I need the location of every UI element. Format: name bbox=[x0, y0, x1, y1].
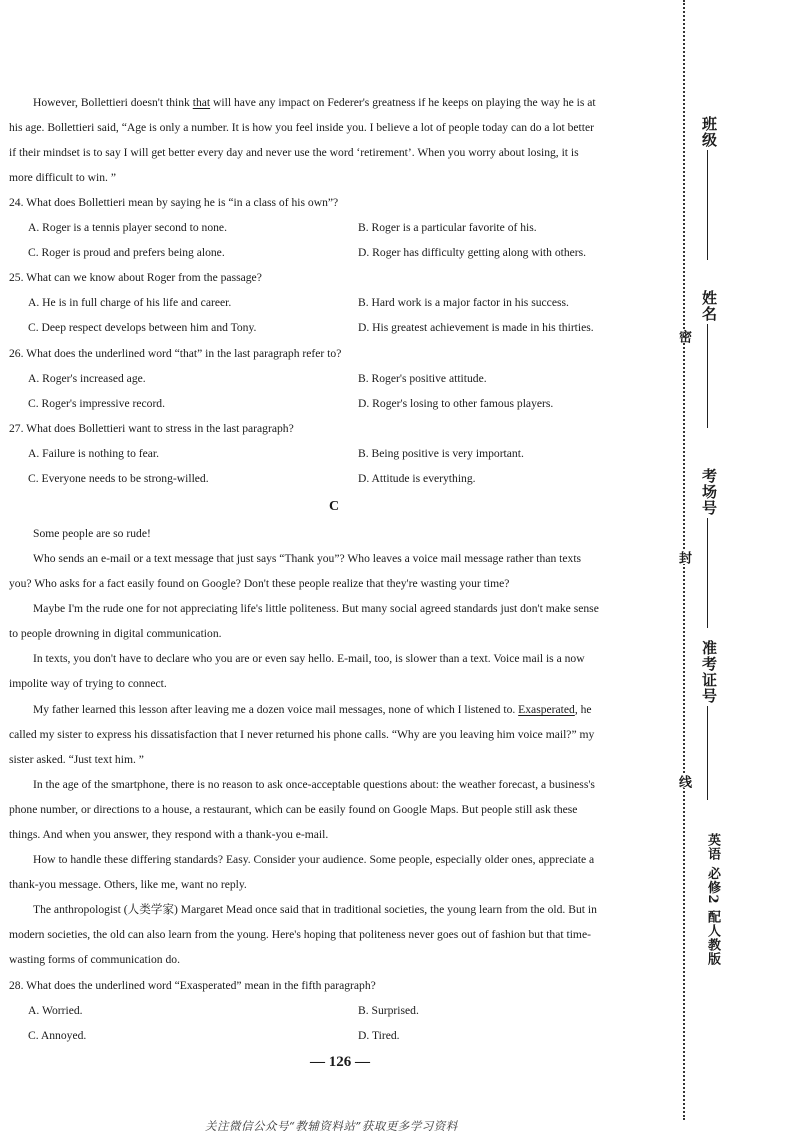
question-26-option-b: B. Roger's positive attitude. bbox=[358, 372, 487, 385]
passage-c-paragraph-line: In the age of the smartphone, there is no reason to ask once-acceptable questions about: the weather forecast, a business's bbox=[33, 778, 595, 791]
passage-c-paragraph-line: My father learned this lesson after leaving me a dozen voice mail messages, none of which I listened to. Exasperated, he bbox=[33, 703, 592, 716]
question-25-option-c: C. Deep respect develops between him and Tony. bbox=[28, 321, 257, 334]
passage-c-paragraph-line: phone number, or directions to a house, a restaurant, which can be easily found on Google Maps. But people still ask these bbox=[9, 803, 578, 816]
question-24-option-b: B. Roger is a particular favorite of his. bbox=[358, 221, 537, 234]
margin-label-name: 姓名 bbox=[700, 290, 718, 322]
question-28-option-b: B. Surprised. bbox=[358, 1004, 419, 1017]
envelope-mark: 封 bbox=[676, 551, 691, 564]
line-mark: 线 bbox=[676, 775, 691, 788]
question-28-option-c: C. Annoyed. bbox=[28, 1029, 87, 1042]
passage-c-paragraph-line: sister asked. “Just text him. ” bbox=[9, 753, 144, 766]
question-25-stem: 25. What can we know about Roger from the passage? bbox=[9, 271, 262, 284]
margin-label-class: 班级 bbox=[700, 116, 718, 148]
passage-c-paragraph-line: In texts, you don't have to declare who you are or even say hello. E-mail, too, is slower than a text. Voice mail is a now bbox=[33, 652, 585, 665]
question-27-option-c: C. Everyone needs to be strong-willed. bbox=[28, 472, 209, 485]
book-caption: 英语 必修2 配人教版 bbox=[705, 833, 720, 967]
question-25-option-d: D. His greatest achievement is made in his thirties. bbox=[358, 321, 594, 334]
margin-field-name[interactable] bbox=[700, 290, 730, 428]
margin-writing-line bbox=[707, 150, 708, 260]
seal-mark: 密 bbox=[676, 330, 691, 343]
question-24-option-a: A. Roger is a tennis player second to none. bbox=[28, 221, 227, 234]
passage-c-paragraph-line: Some people are so rude! bbox=[33, 527, 151, 540]
margin-writing-line bbox=[707, 518, 708, 628]
section-heading: C bbox=[328, 499, 340, 514]
question-27-option-d: D. Attitude is everything. bbox=[358, 472, 476, 485]
question-26-option-d: D. Roger's losing to other famous players. bbox=[358, 397, 554, 410]
question-28-option-d: D. Tired. bbox=[358, 1029, 400, 1042]
margin-field-ticket-number[interactable] bbox=[700, 640, 730, 800]
margin-writing-line bbox=[707, 324, 708, 428]
page-number: — 126 — bbox=[310, 1054, 370, 1070]
question-25-option-b: B. Hard work is a major factor in his success. bbox=[358, 296, 569, 309]
passage-b-paragraph-line: if their mindset is to say I will get better every day and never use the word ‘retirement’. When you worry about losing, it is bbox=[9, 146, 579, 159]
question-24-stem: 24. What does Bollettieri mean by saying he is “in a class of his own”? bbox=[9, 196, 339, 209]
underlined-word-that: that bbox=[192, 96, 211, 109]
passage-b-paragraph-line: his age. Bollettieri said, “Age is only a number. It is how you feel inside you. I believe a lot of people today can do a lot better bbox=[9, 121, 595, 134]
passage-c-paragraph-line: How to handle these differing standards? Easy. Consider your audience. Some people, especially older ones, appreciate a bbox=[33, 853, 595, 866]
question-28-stem: 28. What does the underlined word “Exasperated” mean in the fifth paragraph? bbox=[9, 979, 376, 992]
passage-b-paragraph-line: more difficult to win. ” bbox=[9, 171, 117, 184]
passage-c-paragraph-line: Maybe I'm the rude one for not appreciating life's little politeness. But many social agreed standards just don't make sense bbox=[33, 602, 599, 615]
margin-label-ticket-number: 准考证号 bbox=[700, 640, 718, 704]
question-24-option-d: D. Roger has difficulty getting along with others. bbox=[358, 246, 587, 259]
passage-c-paragraph-line: impolite way of trying to connect. bbox=[9, 677, 167, 690]
passage-c-paragraph-line: you? Who asks for a fact easily found on Google? Don't these people realize that they're wasting your time? bbox=[9, 577, 510, 590]
question-27-option-a: A. Failure is nothing to fear. bbox=[28, 447, 160, 460]
margin-field-exam-room[interactable] bbox=[700, 468, 730, 628]
underlined-word-exasperated: Exasperated bbox=[518, 703, 575, 716]
question-28-option-a: A. Worried. bbox=[28, 1004, 83, 1017]
passage-c-paragraph-line: to people drowning in digital communication. bbox=[9, 627, 222, 640]
question-26-option-c: C. Roger's impressive record. bbox=[28, 397, 165, 410]
passage-c-paragraph-line: called my sister to express his dissatisfaction that I never returned his phone calls. “Why are you leaving him voice mail?” my bbox=[9, 728, 595, 741]
margin-label-exam-room: 考场号 bbox=[700, 468, 718, 516]
question-27-stem: 27. What does Bollettieri want to stress in the last paragraph? bbox=[9, 422, 294, 435]
passage-c-paragraph-line: Who sends an e-mail or a text message that just says “Thank you”? Who leaves a voice mail message rather than texts bbox=[33, 552, 582, 565]
footer-note: 关注微信公众号“教辅资料站”获取更多学习资料 bbox=[205, 1119, 458, 1133]
passage-c-paragraph-line: wasting forms of communication do. bbox=[9, 953, 180, 966]
passage-c-paragraph-line: modern societies, the old can also learn from the young. Here's hoping that politeness never goes out of fashion but that time- bbox=[9, 928, 591, 941]
passage-b-paragraph-line: However, Bollettieri doesn't think that will have any impact on Federer's greatness if he keeps on playing the way he is at bbox=[33, 96, 596, 109]
question-25-option-a: A. He is in full charge of his life and career. bbox=[28, 296, 232, 309]
question-26-option-a: A. Roger's increased age. bbox=[28, 372, 146, 385]
margin-writing-line bbox=[707, 706, 708, 800]
question-27-option-b: B. Being positive is very important. bbox=[358, 447, 524, 460]
passage-c-paragraph-line: things. And when you answer, they respond with a thank-you e-mail. bbox=[9, 828, 329, 841]
question-24-option-c: C. Roger is proud and prefers being alone. bbox=[28, 246, 225, 259]
question-26-stem: 26. What does the underlined word “that” in the last paragraph refer to? bbox=[9, 347, 342, 360]
passage-c-paragraph-line: thank-you message. Others, like me, want no reply. bbox=[9, 878, 247, 891]
margin-field-class[interactable] bbox=[700, 116, 730, 260]
passage-c-paragraph-line: The anthropologist (人类学家) Margaret Mead once said that in traditional societies, the young learn from the old. But in bbox=[33, 903, 597, 916]
